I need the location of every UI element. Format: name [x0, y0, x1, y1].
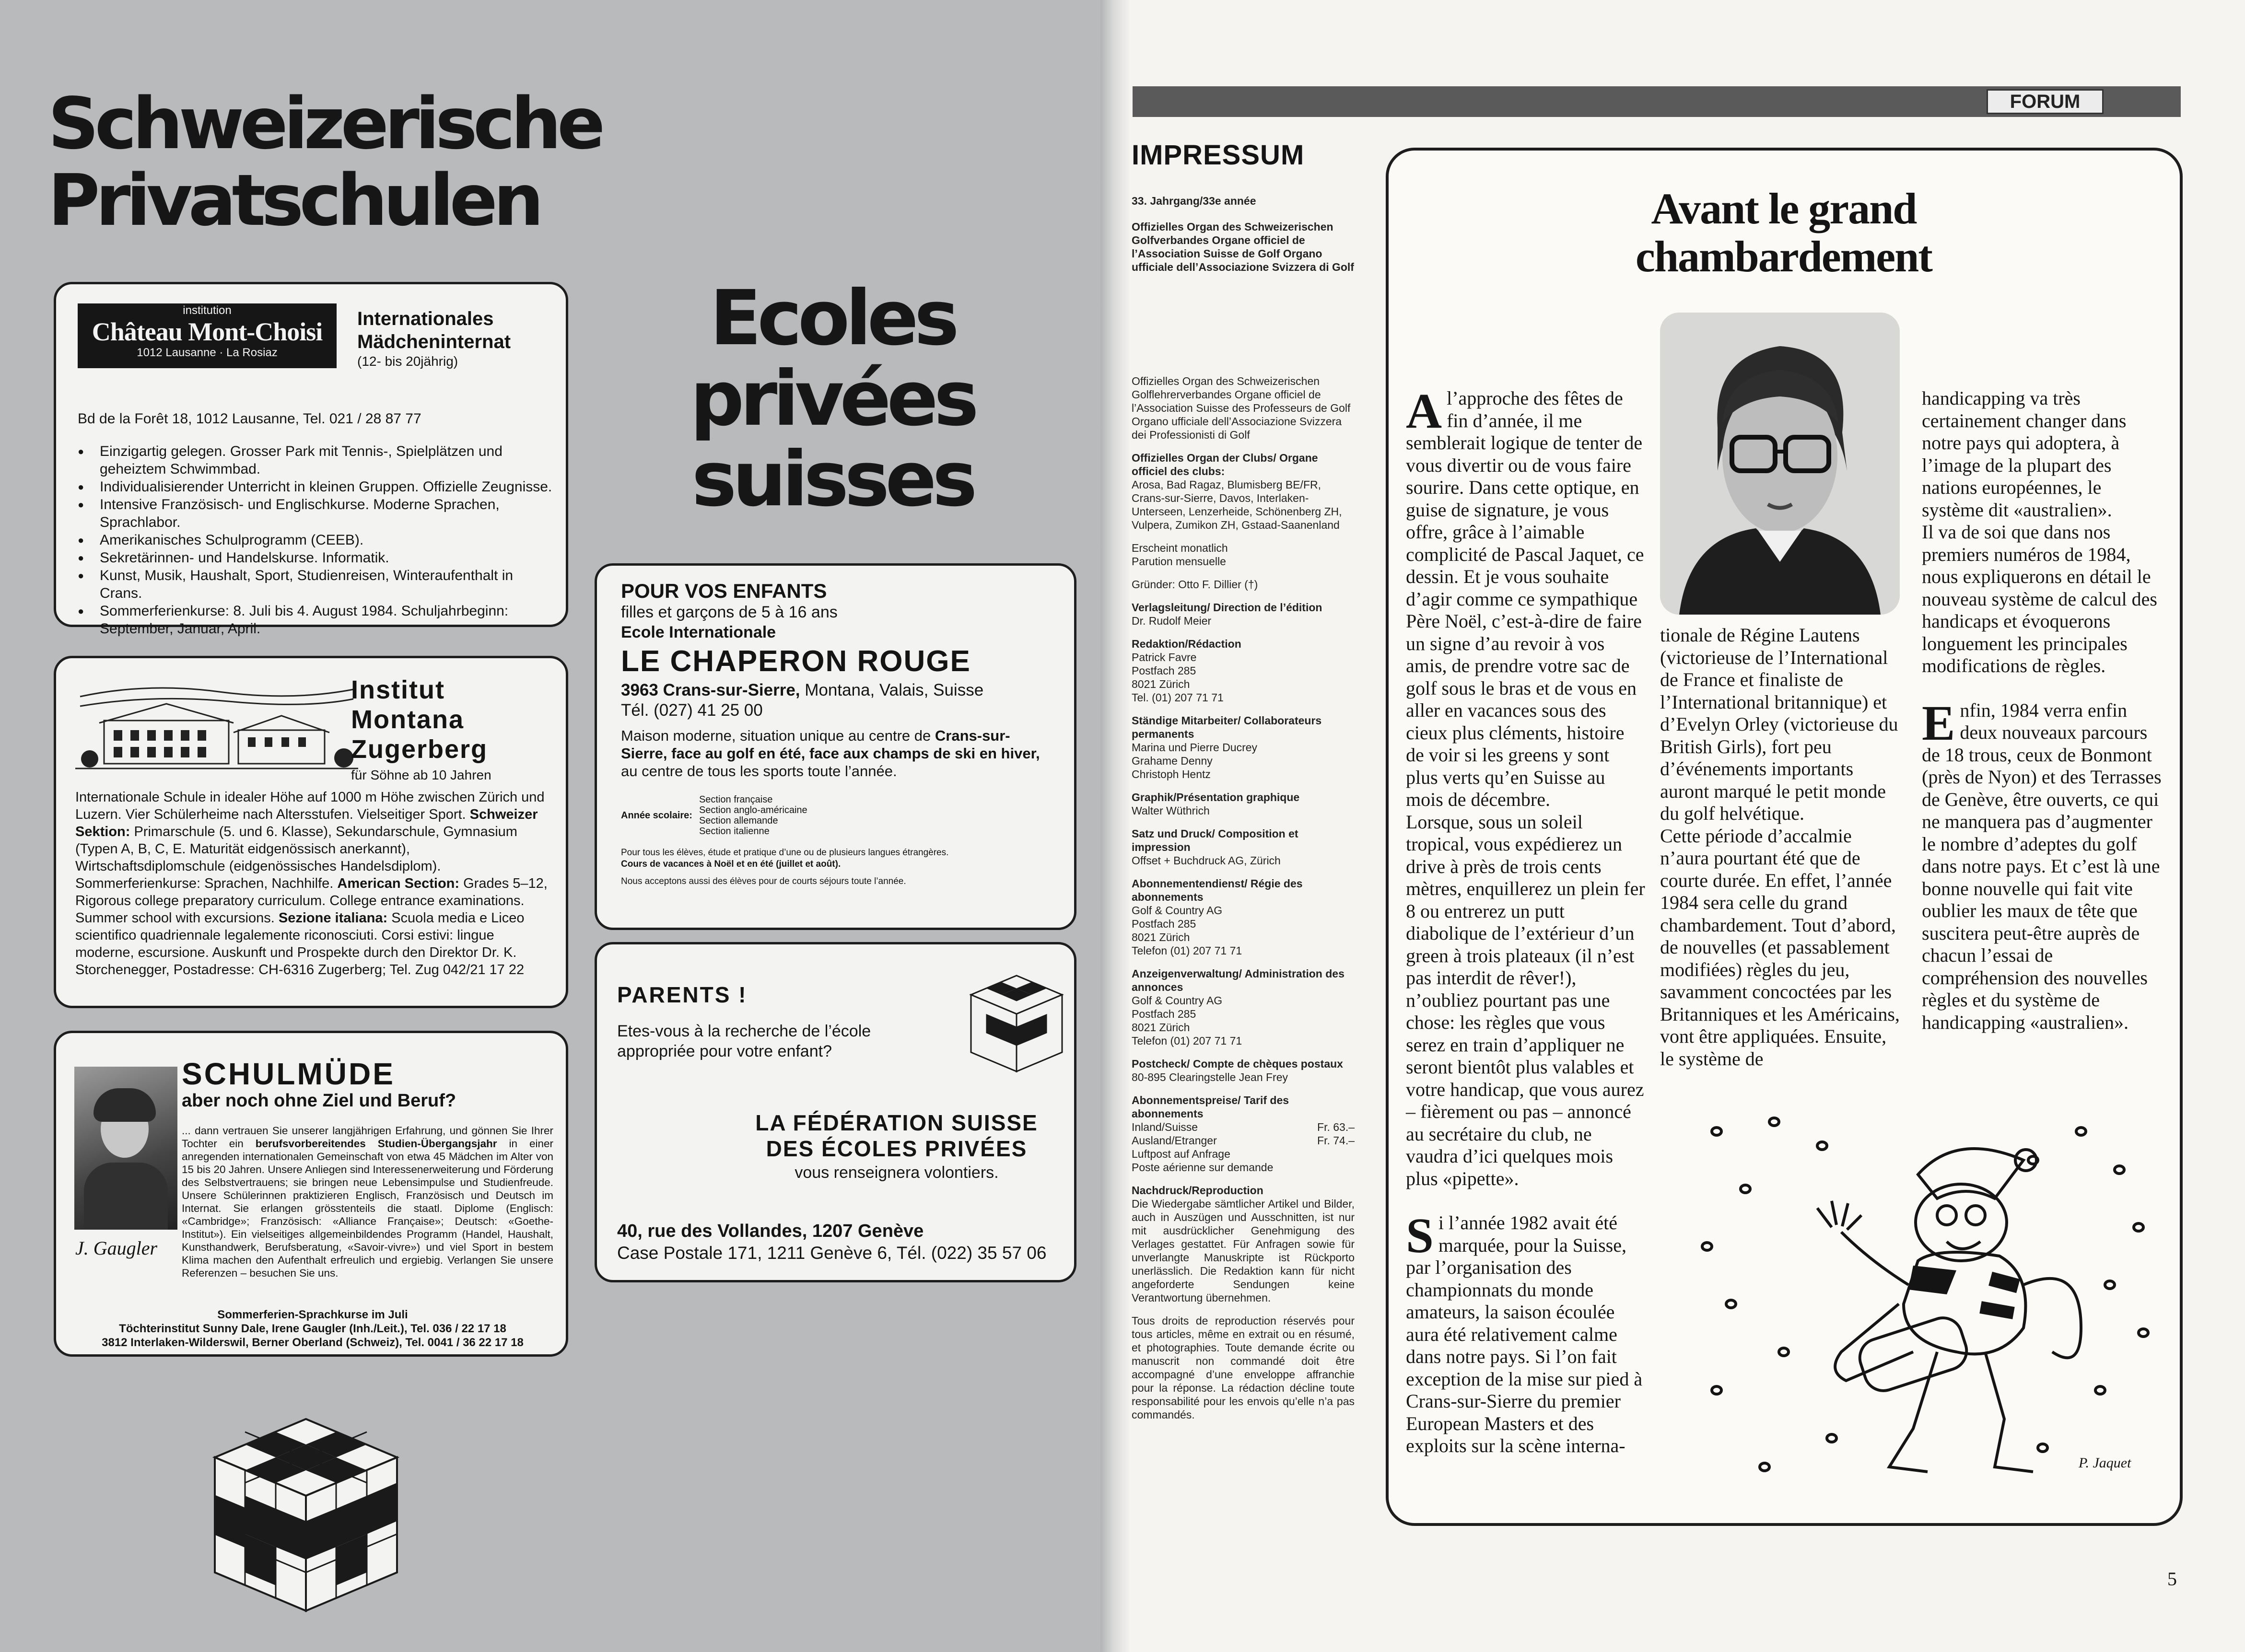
graphik: Walter Wüthrich: [1132, 804, 1210, 817]
chaperon-tel: Tél. (027) 41 25 00: [621, 701, 763, 720]
section-item: Section anglo-américaine: [699, 805, 807, 815]
gruender: Gründer: Otto F. Dillier (†): [1132, 578, 1258, 591]
nachdruck-label: Nachdruck/Reproduction: [1132, 1184, 1263, 1197]
satz-label: Satz und Druck/ Composition et impression: [1132, 827, 1298, 853]
ad-chaperon-rouge: [595, 563, 1076, 930]
montana-intro: Internationale Schule in idealer Höhe auf 1000 m Höhe zwischen Zürich und Luzern. Vier Schülerheime nach Altersstufen. Vielseitiger Sport.: [75, 790, 545, 822]
swiss-section-label: Schweizer Sektion:: [75, 807, 538, 839]
chaperon-note3: Nous acceptons aussi des élèves pour de courts séjours toute l’année.: [621, 876, 906, 886]
montana-body: [75, 789, 555, 978]
heading-line1: Internationales: [357, 308, 494, 329]
ad-institut-montana: [54, 656, 568, 1008]
anzeigen: Golf & Country AG Postfach 285 8021 Zürich Telefon (01) 207 71 71: [1132, 994, 1242, 1047]
federation-block: [741, 1110, 1052, 1184]
footer-line3: 3812 Interlaken-Wilderswil, Berner Oberland (Schweiz), Tel. 0041 / 36 22 17 18: [102, 1336, 524, 1349]
page-gutter: [1100, 0, 1129, 1652]
schulmuede-body: [182, 1124, 553, 1280]
federation-line1: LA FÉDÉRATION SUISSE: [755, 1110, 1038, 1135]
drop-cap-e: E: [1922, 695, 1955, 751]
schulmuede-title: SCHULMÜDE: [182, 1057, 395, 1091]
preise-label: Abonnementspreise/ Tarif des abonnements: [1132, 1094, 1289, 1120]
title-french-line1: Ecoles privées: [690, 274, 975, 443]
redaktion-label: Redaktion/Rédaction: [1132, 638, 1241, 650]
chaperon-name: LE CHAPERON ROUGE: [621, 645, 971, 678]
american-section-text: Grades 5–12, Rigorous college preparatory curriculum. College entrance examinations. Summer school with excursions.: [75, 876, 548, 926]
chaperon-location-rest: Montana, Valais, Suisse: [805, 681, 984, 699]
bullet-item: ● Einzigartig gelegen. Grosser Park mit Tennis-, Spielplätzen und geheiztem Schwimmbad.: [78, 442, 552, 478]
chaperon-note1: Pour tous les élèves, étude et pratique d’une ou de plusieurs langues étrangères.: [621, 848, 949, 858]
article-paragraph: tionale de Régine Lautens (victorieuse de l’International de France et finaliste de l’International britannique) et d’Evelyn Orley (victorieuse du British Girls), fort peu d’événements importants auront marqué le petit monde du golf helvétique.: [1660, 624, 1898, 824]
impressum-column: [1132, 194, 1355, 1434]
clubs-list: Arosa, Bad Ragaz, Blumisberg BE/FR, Crans-sur-Sierre, Davos, Interlaken-Unterseen, Lenzerheide, Schönenberg ZH, Vulpera, Zumikon ZH, Gstaad-Saanenland: [1132, 478, 1342, 531]
cube-cross-logo: [210, 1414, 402, 1616]
parents-title: PARENTS !: [617, 982, 748, 1007]
italian-section-label: Sezione italiana:: [278, 910, 388, 926]
ad-mont-choisi: [54, 282, 568, 637]
forum-section-tag: FORUM: [1987, 89, 2104, 114]
logo-small-text: institution: [183, 304, 232, 317]
satz: Offset + Buchdruck AG, Zürich: [1132, 854, 1281, 867]
chaperon-location-bold: 3963 Crans-sur-Sierre,: [621, 681, 800, 699]
bullet-item: ● Sekretärinnen- und Handelskurse. Informatik.: [78, 549, 552, 567]
ad-parents: [595, 942, 1076, 1282]
chaperon-line2: filles et garçons de 5 à 16 ans: [621, 603, 838, 621]
droits: Tous droits de reproduction réservés pour tous articles, même en extrait ou en résumé, et photographies. Toute demande écrite ou manuscrit non commandé doit être accompagné d’une enveloppe affranchie pour la réponse. La rédaction décline toute responsabilité pour les envois qu’elle n’a pas commandés.: [1132, 1315, 1355, 1421]
abo: Golf & Country AG Postfach 285 8021 Zürich Telefon (01) 207 71 71: [1132, 904, 1242, 957]
footer-line2: Töchterinstitut Sunny Dale, Irene Gaugler (Inh./Leit.), Tel. 036 / 22 17 18: [119, 1322, 506, 1335]
verlag-label: Verlagsleitung/ Direction de l’édition: [1132, 601, 1322, 614]
article-paragraph: l’approche des fêtes de fin d’année, il me semblerait logique de tenter de vous divertir ou de vous faire sourire. Dans cette optique, en guise de signature, je vous offre, grâce à l’aimable complicité de Pascal Jaquet, ce dessin. Et je vous souhaite d’agir comme ce sympathique Père Noël, c’est-à-dire de faire un signe d’au revoir à vos amis, de prendre votre sac de golf sous le bras et de vous en aller en vacances sous des cieux plus cléments, histoire de voir si les greens y sont plus verts qu’en Suisse au mois de décembre.: [1406, 387, 1644, 810]
federation-line3: vous renseignera volontiers.: [795, 1163, 999, 1182]
article-paragraph: Cette période d’accalmie n’aura pourtant été que de courte durée. En effet, l’année 1984 sera celle du grand chambardement. Tout d’abord, de nouvelles (et passablement modifiées) règles du jeu, savamment concoctées par les Britanniques et les Américains, vont être appliquées. Ensuite, le système de: [1660, 825, 1900, 1070]
staendig: Marina und Pierre Ducrey Grahame Denny Christoph Hentz: [1132, 741, 1258, 780]
chaperon-note2: Cours de vacances à Noël et en été (juillet et août).: [621, 859, 841, 869]
logo-name: Château Mont-Choisi: [92, 317, 323, 346]
title-german-line1: Schweizerische: [48, 82, 601, 165]
section-item: Section française: [699, 794, 773, 805]
chaperon-desc-rest: au centre de tous les sports toute l’année.: [621, 763, 897, 779]
swiss-section-text: Primarschule (5. und 6. Klasse), Sekundarschule, Gymnasium (Typen A, B, C, E. Maturität eidgenössisch anerkannt), Wirtschaftsdiplomschule (eidgenössisches Handelsdiplom). Sommerferienkurse: Sprachen, Nachhilfe.: [75, 824, 517, 891]
mont-choisi-heading: [357, 307, 549, 370]
parents-question: Etes-vous à la recherche de l’école appropriée pour votre enfant?: [617, 1022, 871, 1060]
nachdruck: Die Wiedergabe sämtlicher Artikel und Bilder, auch in Auszügen und Ausschnitten, ist nur mit ausdrücklicher Genehmigung des Verlages gestattet. Für Anfragen sowie für unverlangte Manuskripte ist Rückporto unerlässlich. Die Redaktion kann für nicht angeforderte Sendungen keine Verantwortung übernehmen.: [1132, 1198, 1355, 1304]
schulmuede-body-lead: ... dann vertrauen Sie unserer langjährigen Erfahrung, und gönnen Sie Ihrer Tochter ein: [182, 1125, 553, 1150]
chaperon-line3: Ecole Internationale: [621, 623, 776, 641]
title-french: [593, 274, 1072, 524]
montana-name-line3: Zugerberg: [351, 735, 488, 764]
chaperon-annee: [621, 794, 1050, 837]
bullet-item: ● Kunst, Musik, Haushalt, Sport, Studienreisen, Winteraufenthalt in Crans.: [78, 567, 552, 602]
american-section-label: American Section:: [337, 876, 460, 891]
heading-sub: (12- bis 20jährig): [357, 354, 458, 369]
montana-contact: Auskunft und Prospekte durch den Direktor Dr. K. Storchenegger, Postadresse: CH-6316 Zugerberg; Tel. Zug 042/21 17 22: [75, 945, 525, 977]
preise-inland: Inland/Suisse: [1132, 1121, 1198, 1133]
parution: Parution mensuelle: [1132, 555, 1226, 568]
page-number: 5: [2167, 1568, 2177, 1590]
article-title-line1: Avant le grand: [1651, 184, 1917, 233]
bullet-item: ● Individualisierender Unterricht in kleinen Gruppen. Offizielle Zeugnisse.: [78, 478, 552, 496]
preise-inland-value: Fr. 63.–: [1317, 1121, 1355, 1133]
graphik-label: Graphik/Présentation graphique: [1132, 791, 1300, 803]
postcheck-label: Postcheck/ Compte de chèques postaux: [1132, 1058, 1343, 1070]
postcheck: 80-895 Clearingstelle Jean Frey: [1132, 1071, 1288, 1083]
section-item: Section allemande: [699, 815, 778, 826]
bullet-item: ● Intensive Französisch- und Englischkurse. Moderne Sprachen, Sprachlabor.: [78, 496, 552, 531]
luftpost: Luftpost auf Anfrage: [1132, 1148, 1230, 1160]
heading-line2: Mädcheninternat: [357, 331, 511, 352]
chaperon-line1: POUR VOS ENFANTS: [621, 580, 827, 602]
staendig-label: Ständige Mitarbeiter/ Collaborateurs permanents: [1132, 714, 1322, 740]
preise-ausland-value: Fr. 74.–: [1317, 1134, 1355, 1147]
clubs-label: Offizielles Organ der Clubs/ Organe officiel des clubs:: [1132, 452, 1318, 477]
annee-sections: [699, 794, 807, 837]
poste-aerienne: Poste aérienne sur demande: [1132, 1161, 1274, 1174]
federation-line2: DES ÉCOLES PRIVÉES: [766, 1136, 1028, 1161]
chaperon-desc-bold: Crans-sur-Sierre, face au golf en été, face aux champs de ski en hiver,: [621, 727, 1040, 762]
redaktion: Patrick Favre Postfach 285 8021 Zürich Tel. (01) 207 71 71: [1132, 651, 1224, 704]
bullet-item: ● Sommerferienkurse: 8. Juli bis 4. August 1984. Schuljahrbeginn: September, Januar, April.: [78, 602, 552, 638]
santa-golfer-cartoon: [1688, 1103, 2167, 1496]
impressum-title: IMPRESSUM: [1132, 140, 1305, 171]
ad-schulmuede: [54, 1031, 568, 1357]
erscheint: Erscheint monatlich: [1132, 542, 1228, 554]
schulmuede-body-rest: in einer anregenden internationalen Gemeinschaft von etwa 45 Mädchen im Alter von 15 bis 20 Jahren. Unsere Anliegen sind Interessenerweiterung und Förderung des Selbstvertrauens; sie bringen neue Lebensimpulse und Studienfreude. Unsere Schülerinnen praktizieren Englisch, Französisch und Deutsch im Internat. Sie erlangen grösstenteils die staatl. Diplome (Englisch: «Cambridge»; Französisch: «Alliance Française»; Deutsch: «Goethe-Institut»). Ein vielseitiges allgemeinbildendes Programm (Handel, Haushalt, Kunsthandwerk, Berufsberatung, «Savoir-vivre») und viel Sport in bestem Klima machen den Aufenthalt erfreulich und ergiebig. Verlangen Sie unsere Referenzen – besuchen Sie uns.: [182, 1138, 553, 1279]
article-column-2: [1660, 624, 1905, 1070]
parents-address: [617, 1220, 1068, 1264]
article-paragraph: handicapping va très certainement changer dans notre pays qui adoptera, à l’image de la plupart des nations européennes, le système dit «australien».: [1922, 387, 2127, 521]
article-paragraph: nfin, 1984 verra enfin deux nouveaux parcours de 18 trous, ceux de Bonmont (près de Nyon) et des Terrasses de Genève, être ouverts, ce qui ne manquera pas d’augmenter le nombre d’adeptes du golf dans notre pays. Et c’est là une bonne nouvelle qui fait vite oublier les maux de tête que suscitera peut-être auprès de chacun l’essai de compréhension des nouvelles règles et du système de handicapping «australien».: [1922, 699, 2162, 1033]
schulmuede-subtitle: aber noch ohne Ziel und Beruf?: [182, 1091, 456, 1111]
mont-choisi-bullets: [78, 442, 552, 638]
title-french-line2: suisses: [691, 435, 973, 524]
article-paragraph: i l’année 1982 avait été marquée, pour la Suisse, par l’organisation des championnats du monde amateurs, la saison écoulée aura été relativement calme dans notre pays. Si l’on fait exception de la mise sur pied à Crans-sur-Sierre du premier European Masters et des exploits sur la scène interna-: [1406, 1212, 1643, 1456]
mont-choisi-address: Bd de la Forêt 18, 1012 Lausanne, Tel. 021 / 28 87 77: [78, 411, 421, 427]
article-paragraph: Lorsque, sous un soleil tropical, vous expédierez un drive à près de trois cents mètres, enquillerez un plein fer 8 ou entrerez un putt diabolique de l’extérieur d’un green à trois plateaux (il n’est pas interdit de rêver!), n’oubliez pourtant pas une chose: les règles que vous serez en train d’appliquer ne seront bientôt plus valables et votre handicap, que vous aurez – fièrement ou pas – annoncé au secrétaire du club, ne vaudra d’ici quelques mois plus «pipette».: [1406, 811, 1645, 1189]
article-column-3: [1922, 387, 2162, 1034]
footer-line1: Sommerferien-Sprachkurse im Juli: [217, 1308, 408, 1321]
anzeigen-label: Anzeigenverwaltung/ Administration des annonces: [1132, 967, 1345, 993]
bullet-item: ● Amerikanisches Schulprogramm (CEEB).: [78, 531, 552, 549]
montana-name-line2: Montana: [351, 705, 464, 734]
portrait-photo: [74, 1067, 177, 1230]
school-building-illustration: [75, 677, 358, 778]
author-photo: [1660, 313, 1900, 615]
cartoon-signature: P. Jaquet: [2079, 1455, 2131, 1471]
impressum-organ2: Offizielles Organ des Schweizerischen Golflehrerverbandes Organe officiel de l’Association Suisse des Professeurs de Golf Organo ufficiale dell’Associazione Svizzera dei Professionisti di Golf: [1132, 375, 1351, 441]
title-german: [48, 82, 601, 242]
article-title: [1578, 185, 1990, 280]
chaperon-desc: [621, 727, 1050, 780]
logo-address: 1012 Lausanne · La Rosiaz: [137, 346, 278, 359]
address-line2: Case Postale 171, 1211 Genève 6, Tél. (022) 35 57 06: [617, 1243, 1047, 1263]
schulmuede-footer: [70, 1308, 555, 1350]
title-german-line2: Privatschulen: [48, 159, 540, 242]
impressum-year: 33. Jahrgang/33e année: [1132, 195, 1256, 207]
address-line1: 40, rue des Vollandes, 1207 Genève: [617, 1221, 924, 1241]
cube-cross-small-logo: [969, 973, 1064, 1074]
drop-cap-a: A: [1406, 384, 1442, 439]
abo-label: Abonnementendienst/ Régie des abonnements: [1132, 877, 1303, 903]
mont-choisi-logo: [78, 303, 337, 368]
preise-ausland: Ausland/Etranger: [1132, 1134, 1217, 1147]
verlag: Dr. Rudolf Meier: [1132, 615, 1212, 627]
montana-sub: für Söhne ab 10 Jahren: [351, 768, 491, 782]
article-column-1: [1406, 384, 1646, 1457]
impressum-organ: Offizielles Organ des Schweizerischen Golfverbandes Organe officiel de l’Association Suisse de Golf Organo ufficiale dell’Associazione Svizzera di Golf: [1132, 221, 1354, 273]
montana-name-line1: Institut: [351, 675, 445, 704]
article-paragraph: Il va de soi que dans nos premiers numéros de 1984, nous expliquerons en détail le nouveau système de calcul des handicaps et évoquerons longuement les principales modifications de règles.: [1922, 521, 2157, 676]
schulmuede-signature: J. Gaugler: [75, 1237, 158, 1259]
chaperon-desc-lead: Maison moderne, situation unique au centre de: [621, 727, 931, 744]
annee-label: Année scolaire:: [621, 810, 692, 821]
section-item: Section italienne: [699, 826, 770, 837]
article-title-line2: chambardement: [1636, 232, 1932, 281]
montana-name: [351, 675, 488, 764]
drop-cap-s: S: [1406, 1208, 1434, 1263]
italian-section-text: Scuola media e Liceo scientifico quadriennale legalemente riconosciuti. Corsi estivi: lingue moderne, escursione.: [75, 910, 525, 960]
schulmuede-body-bold: berufsvorbereitendes Studien-Übergangsjahr: [255, 1138, 497, 1150]
chaperon-location: [621, 681, 1050, 700]
